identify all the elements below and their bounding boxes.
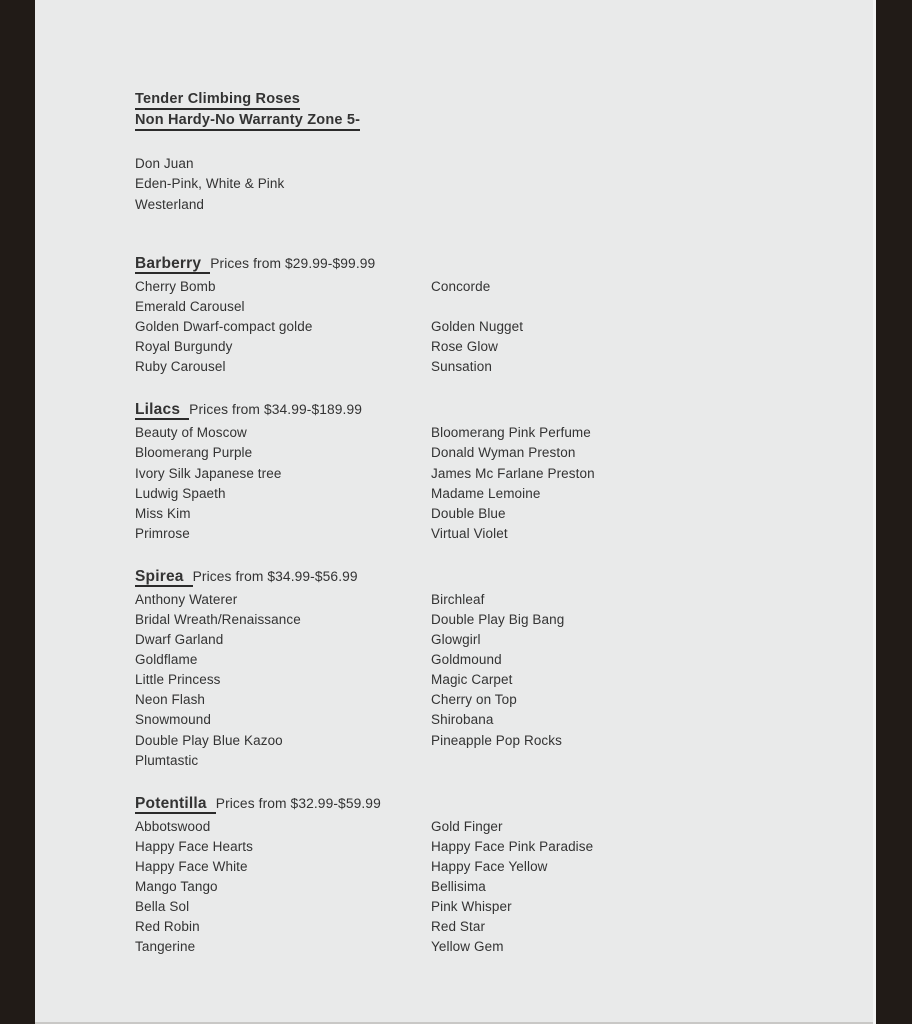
plant-row bbox=[135, 751, 846, 771]
section-price-note: Prices from $34.99-$56.99 bbox=[192, 568, 358, 584]
plant-name-left: Happy Face White bbox=[135, 858, 248, 874]
section-header bbox=[135, 568, 846, 589]
title-line-1: Tender Climbing Roses bbox=[135, 91, 300, 110]
plant-row bbox=[135, 670, 846, 690]
section-barberry bbox=[135, 255, 846, 377]
plant-name-left: Red Robin bbox=[135, 919, 200, 935]
plant-row bbox=[135, 337, 846, 357]
plant-name-left: Bridal Wreath/Renaissance bbox=[135, 612, 301, 628]
plant-name-left: Happy Face Hearts bbox=[135, 838, 253, 854]
plant-row bbox=[135, 423, 846, 443]
plant-name-left: Ruby Carousel bbox=[135, 359, 226, 375]
plant-name-left: Golden Dwarf-compact golde bbox=[135, 319, 313, 335]
plant-name-right: Golden Nugget bbox=[431, 319, 524, 335]
intro-list bbox=[135, 154, 846, 215]
plant-name-left: Primrose bbox=[135, 525, 190, 541]
plant-row bbox=[135, 857, 846, 877]
section-price-note: Prices from $32.99-$59.99 bbox=[215, 795, 381, 811]
plant-row bbox=[135, 443, 846, 463]
plant-row bbox=[135, 817, 846, 837]
plant-name-left: Plumtastic bbox=[135, 752, 199, 768]
plant-name-left: Mango Tango bbox=[135, 879, 218, 895]
plant-name-right: Bloomerang Pink Perfume bbox=[431, 425, 591, 441]
plant-name-right: Yellow Gem bbox=[431, 939, 504, 955]
section-name: Lilacs bbox=[135, 401, 189, 420]
plant-name-right: Concorde bbox=[431, 278, 491, 294]
plant-name-right: Donald Wyman Preston bbox=[431, 445, 576, 461]
section-lilacs bbox=[135, 401, 846, 544]
plant-row bbox=[135, 837, 846, 857]
plant-name-left: Ludwig Spaeth bbox=[135, 485, 226, 501]
plant-name-right: Birchleaf bbox=[431, 591, 485, 607]
document-page bbox=[35, 0, 876, 1024]
plant-name-right: Rose Glow bbox=[431, 339, 498, 355]
plant-name-right: Double Play Big Bang bbox=[431, 612, 565, 628]
plant-name-right: Glowgirl bbox=[431, 632, 481, 648]
plant-name-right: Double Blue bbox=[431, 505, 506, 521]
plant-name-left: Little Princess bbox=[135, 672, 221, 688]
plant-row bbox=[135, 731, 846, 751]
plant-name-right: Magic Carpet bbox=[431, 672, 513, 688]
plant-name-right: Shirobana bbox=[431, 712, 494, 728]
plant-name-left: Emerald Carousel bbox=[135, 298, 245, 314]
plant-name-right: Cherry on Top bbox=[431, 692, 517, 708]
intro-plant-name: Don Juan bbox=[135, 156, 194, 171]
plant-name-left: Goldflame bbox=[135, 652, 198, 668]
plant-row bbox=[135, 297, 846, 317]
plant-row bbox=[135, 710, 846, 730]
plant-name-right: Bellisima bbox=[431, 879, 486, 895]
plant-row bbox=[135, 690, 846, 710]
plant-name-right: Pink Whisper bbox=[431, 899, 512, 915]
plant-name-right bbox=[431, 297, 846, 317]
plant-name-left: Snowmound bbox=[135, 712, 211, 728]
section-header bbox=[135, 255, 846, 276]
plant-name-right: Pineapple Pop Rocks bbox=[431, 732, 562, 748]
title-line-2: Non Hardy-No Warranty Zone 5- bbox=[135, 112, 360, 131]
plant-row bbox=[135, 590, 846, 610]
section-potentilla bbox=[135, 795, 846, 958]
plant-name-right: Red Star bbox=[431, 919, 486, 935]
plant-row bbox=[135, 277, 846, 297]
plant-row bbox=[135, 937, 846, 957]
section-name: Spirea bbox=[135, 568, 193, 587]
plant-row bbox=[135, 317, 846, 337]
plant-name-left: Bloomerang Purple bbox=[135, 445, 253, 461]
plant-name-right: Madame Lemoine bbox=[431, 485, 541, 501]
plant-name-right: Happy Face Yellow bbox=[431, 858, 548, 874]
plant-row bbox=[135, 464, 846, 484]
plant-row bbox=[135, 630, 846, 650]
plant-name-left: Bella Sol bbox=[135, 899, 190, 915]
document-content bbox=[35, 0, 876, 957]
sections-container bbox=[135, 255, 846, 958]
plant-name-left: Royal Burgundy bbox=[135, 339, 233, 355]
section-header bbox=[135, 401, 846, 422]
plant-name-left: Beauty of Moscow bbox=[135, 425, 247, 441]
plant-name-right bbox=[431, 751, 846, 771]
section-price-note: Prices from $34.99-$189.99 bbox=[189, 402, 363, 418]
plant-row bbox=[135, 897, 846, 917]
plant-name-left: Cherry Bomb bbox=[135, 278, 216, 294]
section-name: Barberry bbox=[135, 255, 210, 274]
plant-name-left: Miss Kim bbox=[135, 505, 191, 521]
plant-row bbox=[135, 877, 846, 897]
plant-name-right: Sunsation bbox=[431, 359, 492, 375]
plant-name-left: Dwarf Garland bbox=[135, 632, 224, 648]
plant-row bbox=[135, 504, 846, 524]
intro-plant-name: Westerland bbox=[135, 196, 205, 212]
plant-row bbox=[135, 484, 846, 504]
plant-name-right: Virtual Violet bbox=[431, 525, 508, 541]
plant-name-left: Double Play Blue Kazoo bbox=[135, 732, 283, 748]
plant-row bbox=[135, 357, 846, 377]
plant-name-left: Ivory Silk Japanese tree bbox=[135, 465, 282, 481]
plant-name-right: Gold Finger bbox=[431, 818, 503, 834]
section-price-note: Prices from $29.99-$99.99 bbox=[210, 255, 376, 271]
intro-plant-name: Eden-Pink, White & Pink bbox=[135, 176, 285, 192]
plant-name-right: James Mc Farlane Preston bbox=[431, 465, 595, 481]
plant-row bbox=[135, 650, 846, 670]
plant-name-right: Happy Face Pink Paradise bbox=[431, 838, 594, 854]
plant-name-right: Goldmound bbox=[431, 652, 502, 668]
section-header bbox=[135, 795, 846, 816]
plant-name-left: Abbotswood bbox=[135, 818, 211, 834]
section-name: Potentilla bbox=[135, 795, 216, 814]
plant-row bbox=[135, 610, 846, 630]
plant-name-left: Anthony Waterer bbox=[135, 591, 238, 607]
plant-name-left: Neon Flash bbox=[135, 692, 206, 708]
plant-row bbox=[135, 524, 846, 544]
section-spirea bbox=[135, 568, 846, 771]
document-title bbox=[135, 91, 846, 131]
plant-name-left: Tangerine bbox=[135, 939, 196, 955]
plant-row bbox=[135, 917, 846, 937]
